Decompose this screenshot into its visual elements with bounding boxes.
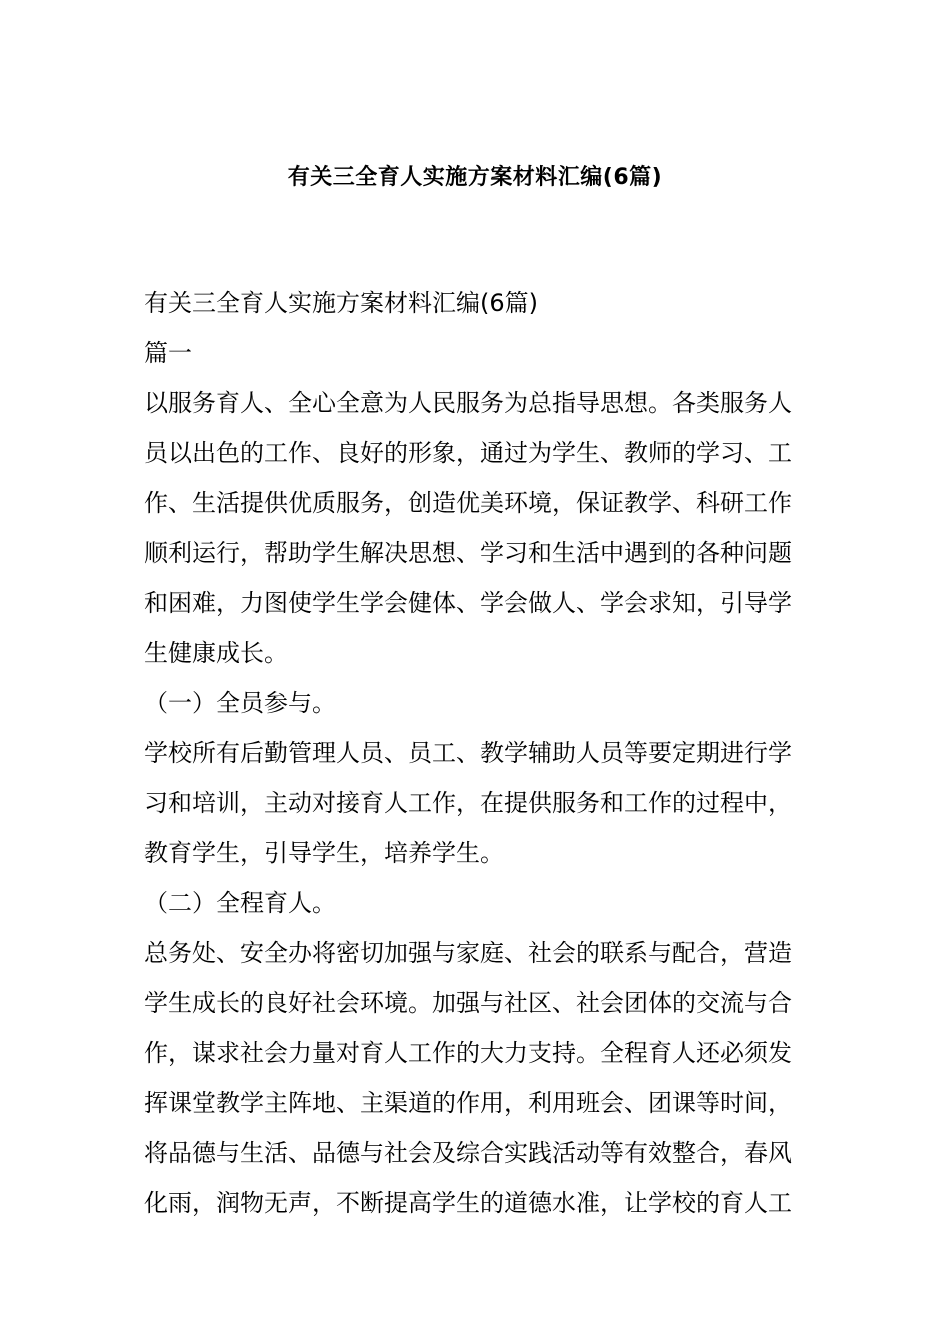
paragraph-line: 作，谋求社会力量对育人工作的大力支持。全程育人还必须发 (144, 1039, 792, 1067)
paragraph-line: 挥课堂教学主阵地、主渠道的作用，利用班会、团课等时间， (144, 1089, 792, 1117)
paragraph-line: 教育学生，引导学生，培养学生。 (144, 839, 504, 867)
paragraph-line: 习和培训，主动对接育人工作，在提供服务和工作的过程中， (144, 789, 792, 817)
paragraph-line: 生健康成长。 (144, 639, 288, 667)
paragraph-line: 总务处、安全办将密切加强与家庭、社会的联系与配合，营造 (144, 939, 792, 967)
subsection-heading: （二）全程育人。 (144, 889, 336, 917)
section-heading: 篇一 (144, 339, 192, 367)
paragraph-line: 学生成长的良好社会环境。加强与社区、社会团体的交流与合 (144, 989, 792, 1017)
paragraph-line: 化雨，润物无声，不断提高学生的道德水准，让学校的育人工 (144, 1189, 792, 1217)
document-title: 有关三全育人实施方案材料汇编(6篇) (287, 165, 663, 190)
subsection-heading: （一）全员参与。 (144, 689, 336, 717)
paragraph-line: 员以出色的工作、良好的形象，通过为学生、教师的学习、工 (144, 439, 792, 467)
subtitle-line: 有关三全育人实施方案材料汇编(6篇) (144, 289, 538, 317)
paragraph-line: 学校所有后勤管理人员、员工、教学辅助人员等要定期进行学 (144, 739, 792, 767)
paragraph-line: 将品德与生活、品德与社会及综合实践活动等有效整合，春风 (144, 1139, 792, 1167)
document-body (144, 278, 810, 1228)
paragraph-line: 和困难，力图使学生学会健体、学会做人、学会求知，引导学 (144, 589, 792, 617)
paragraph-line: 作、生活提供优质服务，创造优美环境，保证教学、科研工作 (144, 489, 792, 517)
paragraph-line: 顺利运行，帮助学生解决思想、学习和生活中遇到的各种问题 (144, 539, 792, 567)
paragraph-line: 以服务育人、全心全意为人民服务为总指导思想。各类服务人 (144, 389, 792, 417)
